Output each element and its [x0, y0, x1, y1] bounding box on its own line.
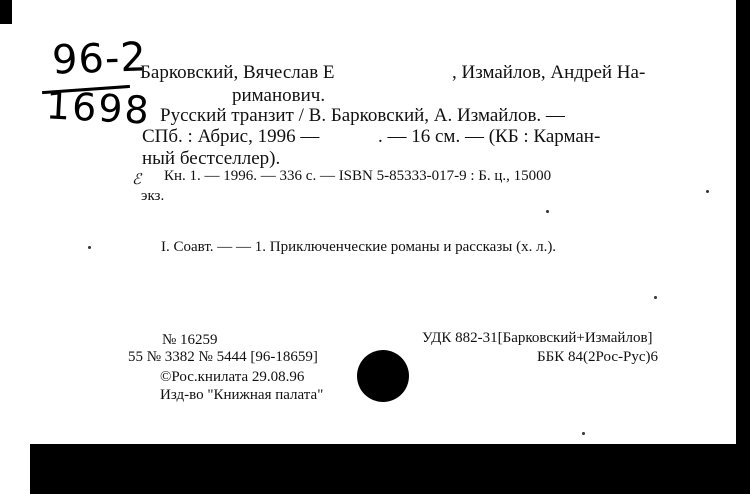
scan-edge-left	[0, 0, 12, 24]
registration-numbers: 55 № 3382 № 5444 [96-18659]	[128, 349, 318, 365]
publisher-line: Изд-во "Книжная палата"	[160, 387, 324, 403]
scan-edge-bottom	[30, 444, 750, 494]
speck	[546, 210, 549, 213]
speck	[706, 190, 709, 193]
imprint-line: СПб. : Абрис, 1996 —	[142, 126, 320, 147]
card-number: № 16259	[162, 332, 218, 348]
series-line: ный бестселлер).	[142, 148, 281, 169]
speck	[582, 432, 585, 435]
title-line: Русский транзит / В. Барковский, А. Измайлов. —	[160, 105, 565, 126]
copies-line: экз.	[141, 188, 165, 204]
tracings-line: I. Соавт. — — 1. Приключенческие романы и рассказы (х. л.).	[161, 239, 557, 255]
coauthor-line: , Измайлов, Андрей На-	[452, 62, 646, 83]
author-line-cont: риманович.	[232, 85, 326, 106]
udk-code: УДК 882-31[Барковский+Измайлов]	[422, 330, 653, 346]
ink-stamp	[357, 350, 409, 402]
call-number-top: 96-2	[51, 34, 148, 84]
volume-line: Кн. 1. — 1996. — 336 с. — ISBN 5-85333-017-9 : Б. ц., 15000	[164, 168, 552, 184]
volume-mark: ℰ	[132, 172, 142, 188]
bbk-code: ББК 84(2Рос-Рус)6	[537, 349, 658, 365]
speck	[88, 246, 91, 249]
copyright-line: ©Рос.книлата 29.08.96	[160, 369, 305, 385]
speck	[654, 296, 657, 299]
call-number-bottom: 1698	[44, 83, 152, 133]
author-line: Барковский, Вячеслав Е	[140, 62, 335, 83]
scan-edge-right	[736, 0, 750, 494]
imprint-line-cont: . — 16 см. — (КБ : Карман-	[378, 126, 601, 147]
